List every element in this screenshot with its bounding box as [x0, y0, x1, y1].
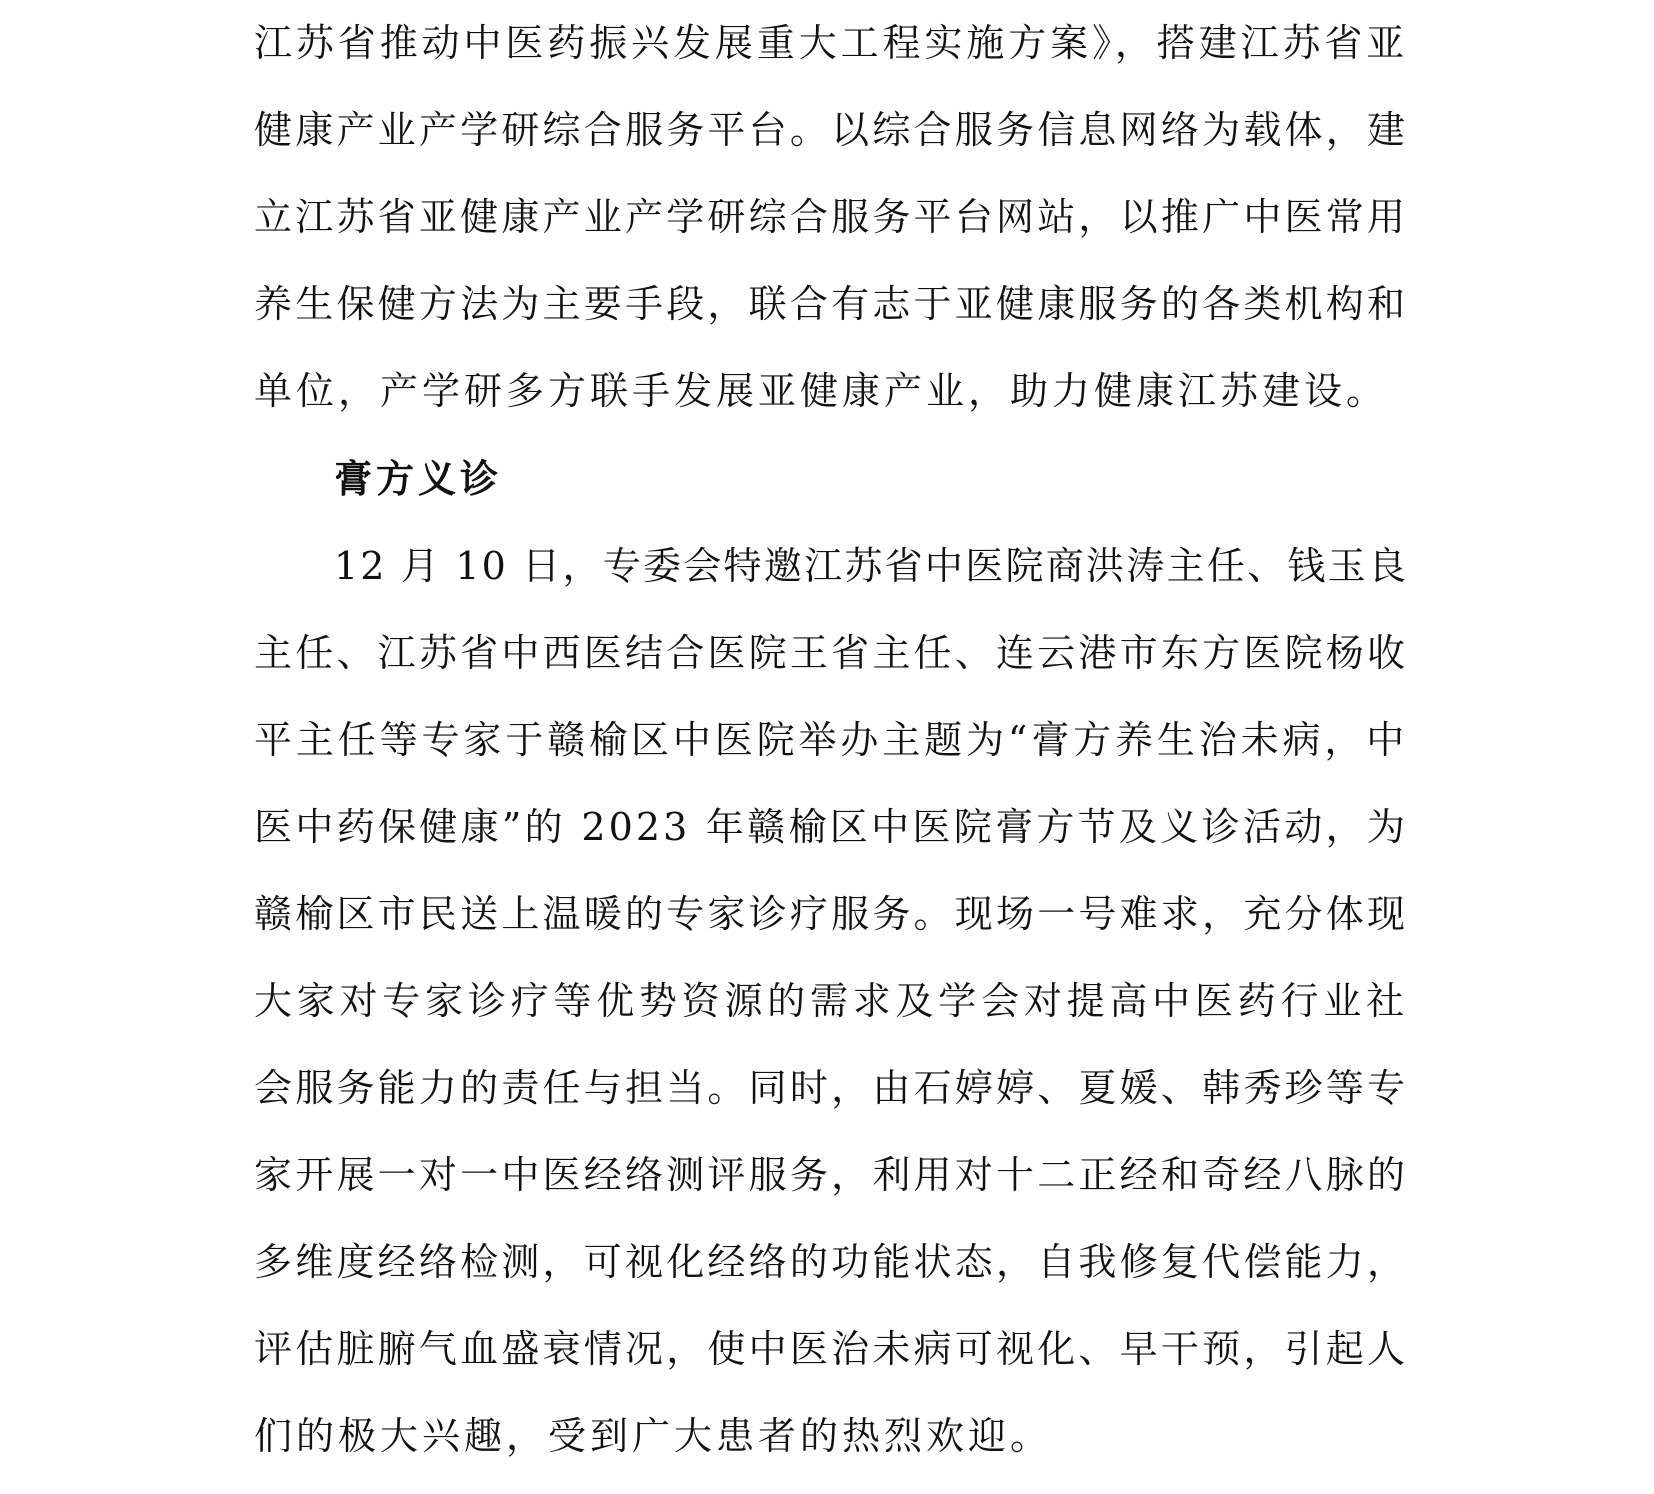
- text-line: 江苏省推动中医药振兴发展重大工程实施方案》，搭建江苏省亚: [254, 21, 1408, 65]
- document-body: [254, 0, 1408, 1480]
- text-line: 健康产业产学研综合服务平台。以综合服务信息网络为载体，建: [254, 108, 1408, 152]
- paragraph-free-clinic: [254, 523, 1408, 1480]
- text-line: 评估脏腑气血盛衰情况，使中医治未病可视化、早干预，引起人: [254, 1327, 1408, 1371]
- text-line: 多维度经络检测，可视化经络的功能状态，自我修复代偿能力，: [254, 1240, 1408, 1284]
- text-line: 单位，产学研多方联手发展亚健康产业，助力健康江苏建设。: [254, 369, 1389, 413]
- text-line: 赣榆区市民送上温暖的专家诊疗服务。现场一号难求，充分体现: [254, 892, 1408, 936]
- text-line: 们的极大兴趣，受到广大患者的热烈欢迎。: [254, 1414, 1053, 1458]
- paragraph-intro: [254, 0, 1408, 435]
- text-line: 立江苏省亚健康产业产学研综合服务平台网站，以推广中医常用: [254, 195, 1408, 239]
- text-line: 主任、江苏省中西医结合医院王省主任、连云港市东方医院杨收: [254, 631, 1408, 675]
- text-line: 会服务能力的责任与担当。同时，由石婷婷、夏媛、韩秀珍等专: [254, 1066, 1408, 1110]
- text-line: 12 月 10 日，专委会特邀江苏省中医院商洪涛主任、钱玉良: [334, 544, 1408, 588]
- text-line: 平主任等专家于赣榆区中医院举办主题为“膏方养生治未病，中: [254, 718, 1408, 762]
- text-line: 医中药保健康”的 2023 年赣榆区中医院膏方节及义诊活动，为: [254, 805, 1408, 849]
- text-line: 养生保健方法为主要手段，联合有志于亚健康服务的各类机构和: [254, 282, 1408, 326]
- section-heading: 膏方义诊: [334, 457, 503, 501]
- text-line: 家开展一对一中医经络测评服务，利用对十二正经和奇经八脉的: [254, 1153, 1408, 1197]
- text-line: 大家对专家诊疗等优势资源的需求及学会对提高中医药行业社: [254, 979, 1408, 1023]
